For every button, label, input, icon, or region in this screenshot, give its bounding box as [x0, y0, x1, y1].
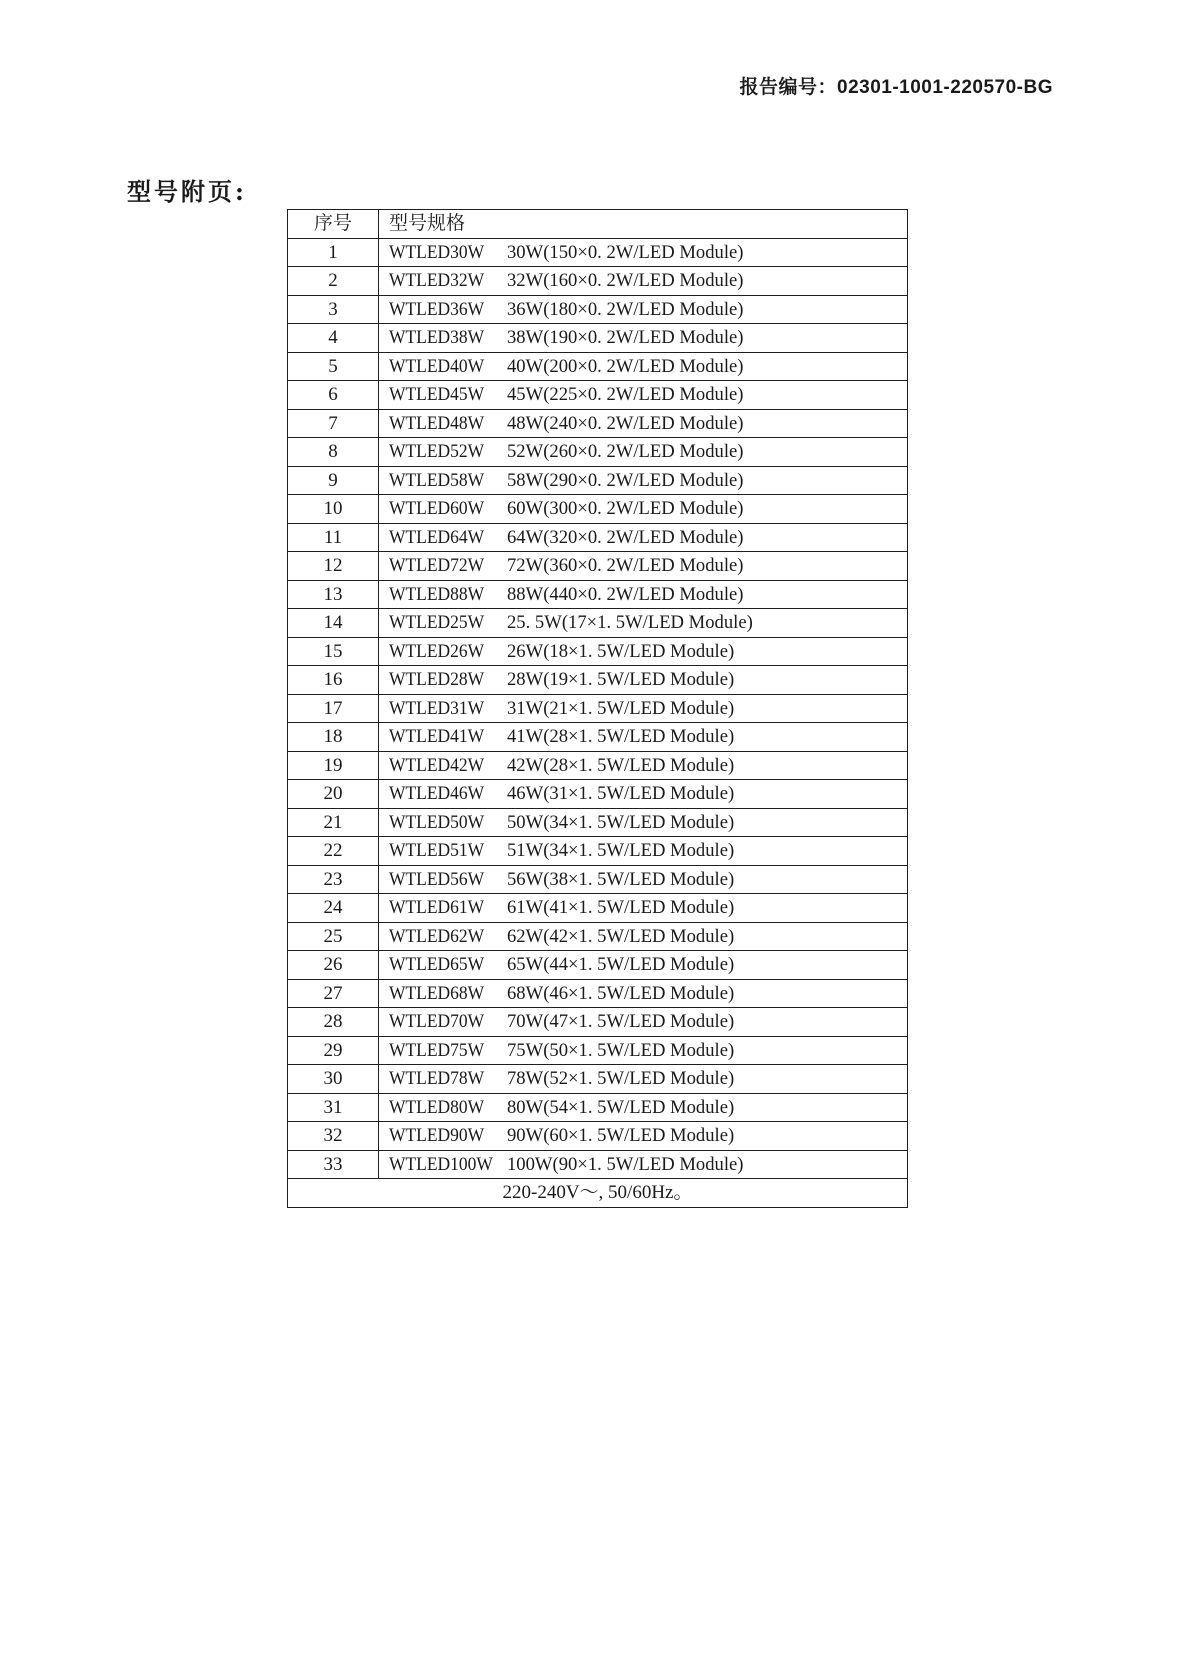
spec-text: 68W(46×1. 5W/LED Module) — [507, 982, 735, 1004]
row-seq: 14 — [288, 609, 379, 638]
spec-text: 70W(47×1. 5W/LED Module) — [507, 1011, 735, 1033]
report-number-value: 02301-1001-220570-BG — [837, 77, 1053, 98]
model-code: WTLED38W — [389, 327, 485, 349]
row-seq: 23 — [288, 865, 379, 894]
row-spec — [379, 352, 908, 381]
table-row — [288, 1122, 908, 1151]
row-seq: 7 — [288, 409, 379, 438]
row-spec — [379, 409, 908, 438]
model-code: WTLED58W — [389, 469, 485, 491]
spec-text: 50W(34×1. 5W/LED Module) — [507, 811, 735, 833]
spec-text: 80W(54×1. 5W/LED Module) — [507, 1096, 735, 1118]
table-row — [288, 324, 908, 353]
row-seq: 15 — [288, 637, 379, 666]
row-seq: 27 — [288, 979, 379, 1008]
row-seq: 22 — [288, 837, 379, 866]
row-seq: 2 — [288, 267, 379, 296]
spec-text: 48W(240×0. 2W/LED Module) — [507, 412, 744, 434]
table-row — [288, 552, 908, 581]
row-seq: 29 — [288, 1036, 379, 1065]
table-header-row — [288, 210, 908, 239]
spec-text: 64W(320×0. 2W/LED Module) — [507, 526, 744, 548]
table-row — [288, 267, 908, 296]
model-code: WTLED78W — [389, 1068, 485, 1090]
table-row — [288, 609, 908, 638]
spec-text: 88W(440×0. 2W/LED Module) — [507, 583, 744, 605]
column-header-spec: 型号规格 — [379, 210, 908, 239]
row-spec — [379, 466, 908, 495]
row-seq: 5 — [288, 352, 379, 381]
model-code: WTLED50W — [389, 811, 485, 833]
column-header-seq: 序号 — [288, 210, 379, 239]
table-row — [288, 409, 908, 438]
spec-text: 61W(41×1. 5W/LED Module) — [507, 897, 735, 919]
row-spec — [379, 666, 908, 695]
spec-text: 38W(190×0. 2W/LED Module) — [507, 327, 744, 349]
row-seq: 16 — [288, 666, 379, 695]
table-row — [288, 352, 908, 381]
row-spec — [379, 694, 908, 723]
table-row — [288, 1036, 908, 1065]
model-code: WTLED32W — [389, 270, 485, 292]
spec-text: 65W(44×1. 5W/LED Module) — [507, 954, 735, 976]
row-seq: 19 — [288, 751, 379, 780]
spec-text: 36W(180×0. 2W/LED Module) — [507, 298, 744, 320]
table-row — [288, 808, 908, 837]
row-spec — [379, 637, 908, 666]
table-row — [288, 951, 908, 980]
table-row — [288, 1008, 908, 1037]
row-seq: 10 — [288, 495, 379, 524]
model-code: WTLED36W — [389, 298, 485, 320]
table-row — [288, 1065, 908, 1094]
spec-text: 32W(160×0. 2W/LED Module) — [507, 270, 744, 292]
model-code: WTLED72W — [389, 555, 485, 577]
row-seq: 33 — [288, 1150, 379, 1179]
table-row — [288, 381, 908, 410]
row-spec — [379, 808, 908, 837]
model-code: WTLED25W — [389, 612, 485, 634]
row-spec — [379, 580, 908, 609]
row-spec — [379, 1093, 908, 1122]
model-code: WTLED62W — [389, 925, 485, 947]
row-seq: 13 — [288, 580, 379, 609]
row-spec — [379, 523, 908, 552]
spec-text: 90W(60×1. 5W/LED Module) — [507, 1125, 735, 1147]
model-code: WTLED90W — [389, 1125, 485, 1147]
spec-text: 51W(34×1. 5W/LED Module) — [507, 840, 735, 862]
row-seq: 20 — [288, 780, 379, 809]
spec-text: 56W(38×1. 5W/LED Module) — [507, 868, 735, 890]
voltage-note: 220-240V～, 50/60Hz。 — [288, 1179, 908, 1208]
spec-text: 25. 5W(17×1. 5W/LED Module) — [507, 612, 753, 634]
spec-text: 45W(225×0. 2W/LED Module) — [507, 384, 744, 406]
row-spec — [379, 837, 908, 866]
section-title: 型号附页: — [127, 177, 247, 206]
row-spec — [379, 751, 908, 780]
table-row — [288, 495, 908, 524]
row-seq: 24 — [288, 894, 379, 923]
model-code: WTLED60W — [389, 498, 485, 520]
model-code: WTLED68W — [389, 982, 485, 1004]
spec-text: 100W(90×1. 5W/LED Module) — [507, 1153, 744, 1175]
row-spec — [379, 780, 908, 809]
table-row — [288, 979, 908, 1008]
table-row — [288, 666, 908, 695]
row-seq: 9 — [288, 466, 379, 495]
model-code: WTLED56W — [389, 868, 485, 890]
row-spec — [379, 1008, 908, 1037]
row-spec — [379, 381, 908, 410]
table-row — [288, 295, 908, 324]
table-row — [288, 1150, 908, 1179]
model-code: WTLED41W — [389, 726, 485, 748]
row-spec — [379, 238, 908, 267]
report-number — [739, 72, 1053, 99]
table-row — [288, 780, 908, 809]
table-row — [288, 637, 908, 666]
row-spec — [379, 1122, 908, 1151]
model-code: WTLED42W — [389, 754, 485, 776]
model-code: WTLED64W — [389, 526, 485, 548]
model-code: WTLED75W — [389, 1039, 485, 1061]
model-code: WTLED48W — [389, 412, 485, 434]
row-seq: 26 — [288, 951, 379, 980]
row-seq: 21 — [288, 808, 379, 837]
model-code: WTLED100W — [389, 1153, 493, 1175]
row-spec — [379, 552, 908, 581]
table-row — [288, 723, 908, 752]
spec-text: 42W(28×1. 5W/LED Module) — [507, 754, 735, 776]
row-seq: 28 — [288, 1008, 379, 1037]
spec-text: 52W(260×0. 2W/LED Module) — [507, 441, 744, 463]
spec-text: 28W(19×1. 5W/LED Module) — [507, 669, 735, 691]
model-code: WTLED80W — [389, 1096, 485, 1118]
model-code: WTLED46W — [389, 783, 485, 805]
row-spec — [379, 723, 908, 752]
model-code: WTLED28W — [389, 669, 485, 691]
row-seq: 32 — [288, 1122, 379, 1151]
table-footer-row — [288, 1179, 908, 1208]
row-seq: 12 — [288, 552, 379, 581]
spec-text: 26W(18×1. 5W/LED Module) — [507, 640, 735, 662]
row-spec — [379, 1150, 908, 1179]
table-row — [288, 922, 908, 951]
row-spec — [379, 894, 908, 923]
row-seq: 25 — [288, 922, 379, 951]
table-row — [288, 466, 908, 495]
row-spec — [379, 922, 908, 951]
table-row — [288, 523, 908, 552]
row-spec — [379, 951, 908, 980]
table-row — [288, 694, 908, 723]
spec-text: 31W(21×1. 5W/LED Module) — [507, 697, 735, 719]
table-body — [288, 238, 908, 1179]
table-row — [288, 837, 908, 866]
spec-text: 40W(200×0. 2W/LED Module) — [507, 355, 744, 377]
row-seq: 8 — [288, 438, 379, 467]
model-code: WTLED40W — [389, 355, 485, 377]
spec-text: 60W(300×0. 2W/LED Module) — [507, 498, 744, 520]
spec-text: 78W(52×1. 5W/LED Module) — [507, 1068, 735, 1090]
row-seq: 6 — [288, 381, 379, 410]
table-row — [288, 751, 908, 780]
row-spec — [379, 865, 908, 894]
row-spec — [379, 1036, 908, 1065]
spec-text: 72W(360×0. 2W/LED Module) — [507, 555, 744, 577]
row-spec — [379, 1065, 908, 1094]
row-seq: 3 — [288, 295, 379, 324]
model-table — [287, 209, 908, 1208]
spec-text: 41W(28×1. 5W/LED Module) — [507, 726, 735, 748]
row-spec — [379, 295, 908, 324]
table-row — [288, 1093, 908, 1122]
row-seq: 4 — [288, 324, 379, 353]
row-spec — [379, 979, 908, 1008]
spec-text: 30W(150×0. 2W/LED Module) — [507, 241, 744, 263]
spec-text: 62W(42×1. 5W/LED Module) — [507, 925, 735, 947]
spec-text: 58W(290×0. 2W/LED Module) — [507, 469, 744, 491]
model-code: WTLED65W — [389, 954, 485, 976]
model-code: WTLED51W — [389, 840, 485, 862]
model-code: WTLED70W — [389, 1011, 485, 1033]
row-seq: 11 — [288, 523, 379, 552]
report-number-label: 报告编号： — [739, 76, 837, 98]
model-code: WTLED26W — [389, 640, 485, 662]
row-seq: 1 — [288, 238, 379, 267]
table-row — [288, 238, 908, 267]
model-code: WTLED61W — [389, 897, 485, 919]
table-row — [288, 438, 908, 467]
table-row — [288, 580, 908, 609]
model-code: WTLED31W — [389, 697, 485, 719]
model-code: WTLED88W — [389, 583, 485, 605]
row-spec — [379, 609, 908, 638]
table-row — [288, 865, 908, 894]
row-spec — [379, 438, 908, 467]
row-spec — [379, 324, 908, 353]
row-seq: 31 — [288, 1093, 379, 1122]
row-seq: 30 — [288, 1065, 379, 1094]
row-seq: 17 — [288, 694, 379, 723]
model-code: WTLED30W — [389, 241, 485, 263]
model-code: WTLED45W — [389, 384, 485, 406]
model-code: WTLED52W — [389, 441, 485, 463]
table-row — [288, 894, 908, 923]
spec-text: 46W(31×1. 5W/LED Module) — [507, 783, 735, 805]
spec-text: 75W(50×1. 5W/LED Module) — [507, 1039, 735, 1061]
row-spec — [379, 495, 908, 524]
row-seq: 18 — [288, 723, 379, 752]
row-spec — [379, 267, 908, 296]
